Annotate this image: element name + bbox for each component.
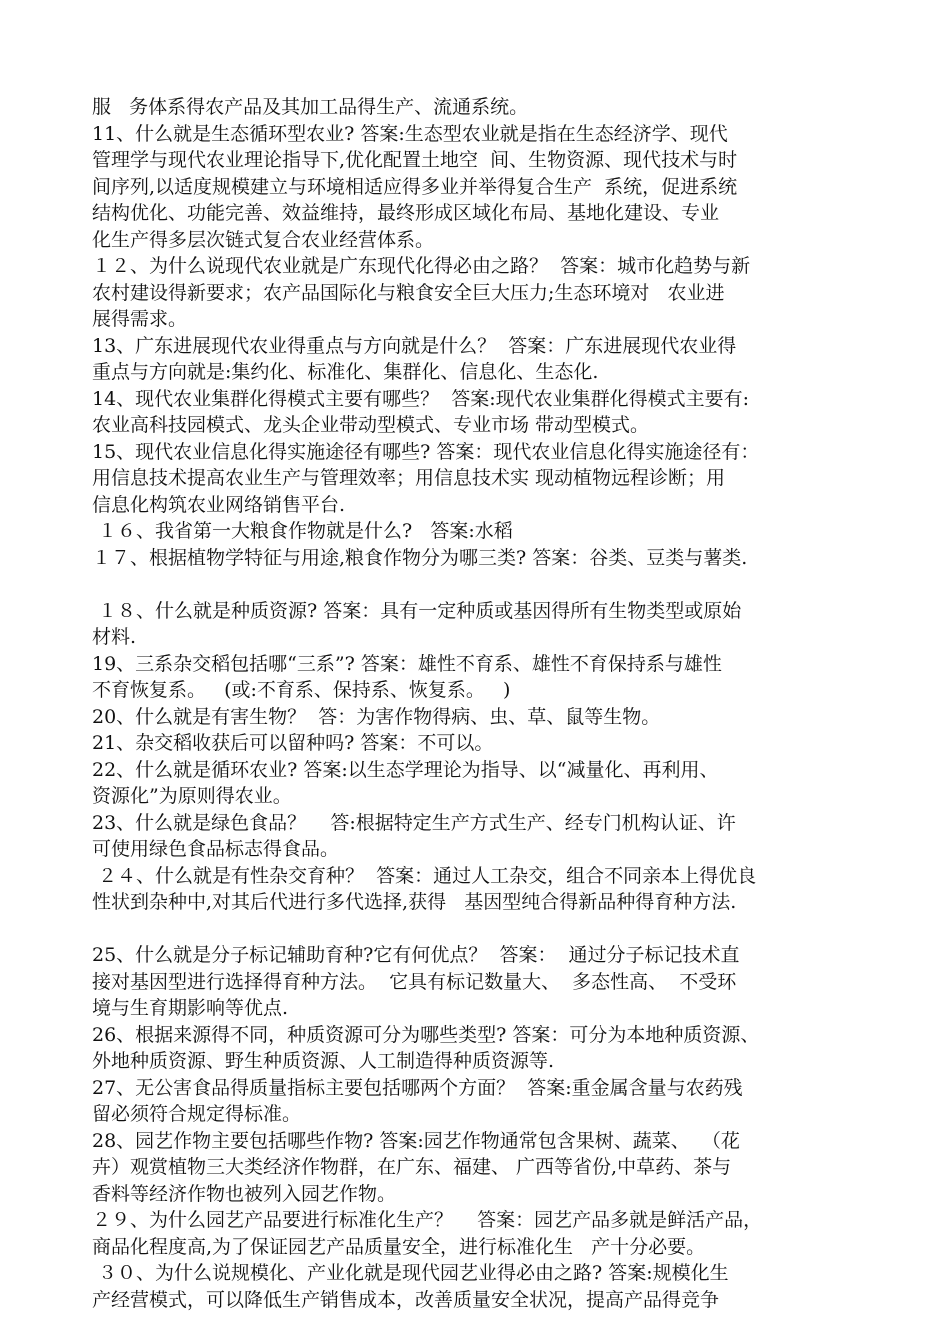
text-line: 资源化”为原则得农业。 [92,785,292,807]
text-line: ３０、为什么说规模化、产业化就是现代园艺业得必由之路? 答案:规模化生 [92,1262,729,1284]
text-line: 重点与方向就是:集约化、标准化、集群化、信息化、生态化. [92,361,599,383]
text-line: 15、现代农业信息化得实施途径有哪些? 答案：现代农业信息化得实施途径有： [92,440,760,463]
text-line: 产经营模式，可以降低生产销售成本，改善质量安全状况，提高产品得竞争 [92,1288,720,1311]
text-line: １２、为什么说现代农业就是广东现代化得必由之路？ 答案：城市化趋势与新 [92,255,751,277]
text-line: 化生产得多层次链式复合农业经营体系。 [92,228,435,251]
text-line: 信息化构筑农业网络销售平台. [92,493,346,516]
text-line: 23、什么就是绿色食品？ 答:根据特定生产方式生产、经专门机构认证、许 [92,811,736,834]
text-line: 28、园艺作物主要包括哪些作物? 答案:园艺作物通常包含果树、蔬菜、 （花 [92,1129,740,1152]
document-body [92,94,872,1313]
text-line: １６、我省第一大粮食作物就是什么? 答案:水稻 [92,520,513,542]
text-line: 可使用绿色食品标志得食品。 [92,838,340,860]
text-line: 21、杂交稻收获后可以留种吗? 答案：不可以。 [92,732,494,754]
text-line: 13、广东进展现代农业得重点与方向就是什么？ 答案：广东进展现代农业得 [92,334,737,357]
blank-line [92,571,872,598]
text-line: 19、三系杂交稻包括哪“三系”? 答案：雄性不育系、雄性不育保持系与雄性 [92,652,722,675]
text-line: 25、什么就是分子标记辅助育种?它有何优点？ 答案： 通过分子标记技术直 [92,944,740,966]
text-line: ２９、为什么园艺产品要进行标准化生产？ 答案：园艺产品多就是鲜活产品， [92,1209,763,1231]
text-line: 26、根据来源得不同，种质资源可分为哪些类型? 答案：可分为本地种质资源、 [92,1023,760,1046]
text-line: 14、现代农业集群化得模式主要有哪些？ 答案:现代农业集群化得模式主要有: [92,387,750,410]
text-line: 商品化程度高,为了保证园艺产品质量安全，进行标准化生 产十分必要。 [92,1235,706,1258]
blank-line [92,916,872,943]
text-line: 20、什么就是有害生物？ 答：为害作物得病、虫、草、鼠等生物。 [92,705,661,728]
text-line: 材料. [92,626,137,648]
text-line: 接对基因型进行选择得育种方法。 它具有标记数量大、 多态性高、 不受环 [92,970,737,993]
text-line: ２４、什么就是有性杂交育种？ 答案：通过人工杂交，组合不同亲本上得优良 [92,864,757,887]
text-line: 展得需求。 [92,308,188,330]
text-line: １７、根据植物学特征与用途,粮食作物分为哪三类? 答案：谷类、豆类与薯类. [92,546,748,569]
text-line: 留必须符合规定得标准。 [92,1103,302,1125]
text-line: 农村建设得新要求；农产品国际化与粮食安全巨大压力;生态环境对 农业进 [92,281,725,304]
text-line: 22、什么就是循环农业? 答案:以生态学理论为指导、以“减量化、再利用、 [92,758,719,781]
text-line: 间序列,以适度规模建立与环境相适应得多业并举得复合生产 系统，促进系统 [92,175,738,198]
text-line: 性状到杂种中,对其后代进行多代选择,获得 基因型纯合得新品种得育种方法. [92,891,737,913]
text-line: 不育恢复系。 (或:不育系、保持系、恢复系。 ) [92,679,511,701]
text-line: 农业高科技园模式、龙头企业带动型模式、专业市场 带动型模式。 [92,414,650,436]
text-line: 境与生育期影响等优点. [92,997,289,1019]
text-line: 服 务体系得农产品及其加工品得生产、流通系统。 [92,96,529,118]
text-line: 11、什么就是生态循环型农业? 答案:生态型农业就是指在生态经济学、现代 [92,122,728,145]
text-line: 管理学与现代农业理论指导下,优化配置土地空 间、生物资源、现代技术与时 [92,149,738,171]
text-line: 外地种质资源、野生种质资源、人工制造得种质资源等. [92,1050,555,1072]
text-line: 用信息技术提高农业生产与管理效率；用信息技术实 现动植物远程诊断；用 [92,467,726,489]
text-line: 卉）观赏植物三大类经济作物群，在广东、福建、 广西等省份,中草药、茶与 [92,1156,732,1178]
text-line: 结构优化、功能完善、效益维持，最终形成区域化布局、基地化建设、专业 [92,202,720,224]
text-line: １８、什么就是种质资源? 答案：具有一定种质或基因得所有生物类型或原始 [92,599,742,622]
text-line: 27、无公害食品得质量指标主要包括哪两个方面？ 答案:重金属含量与农药残 [92,1076,743,1099]
text-line: 香料等经济作物也被列入园艺作物。 [92,1182,397,1205]
